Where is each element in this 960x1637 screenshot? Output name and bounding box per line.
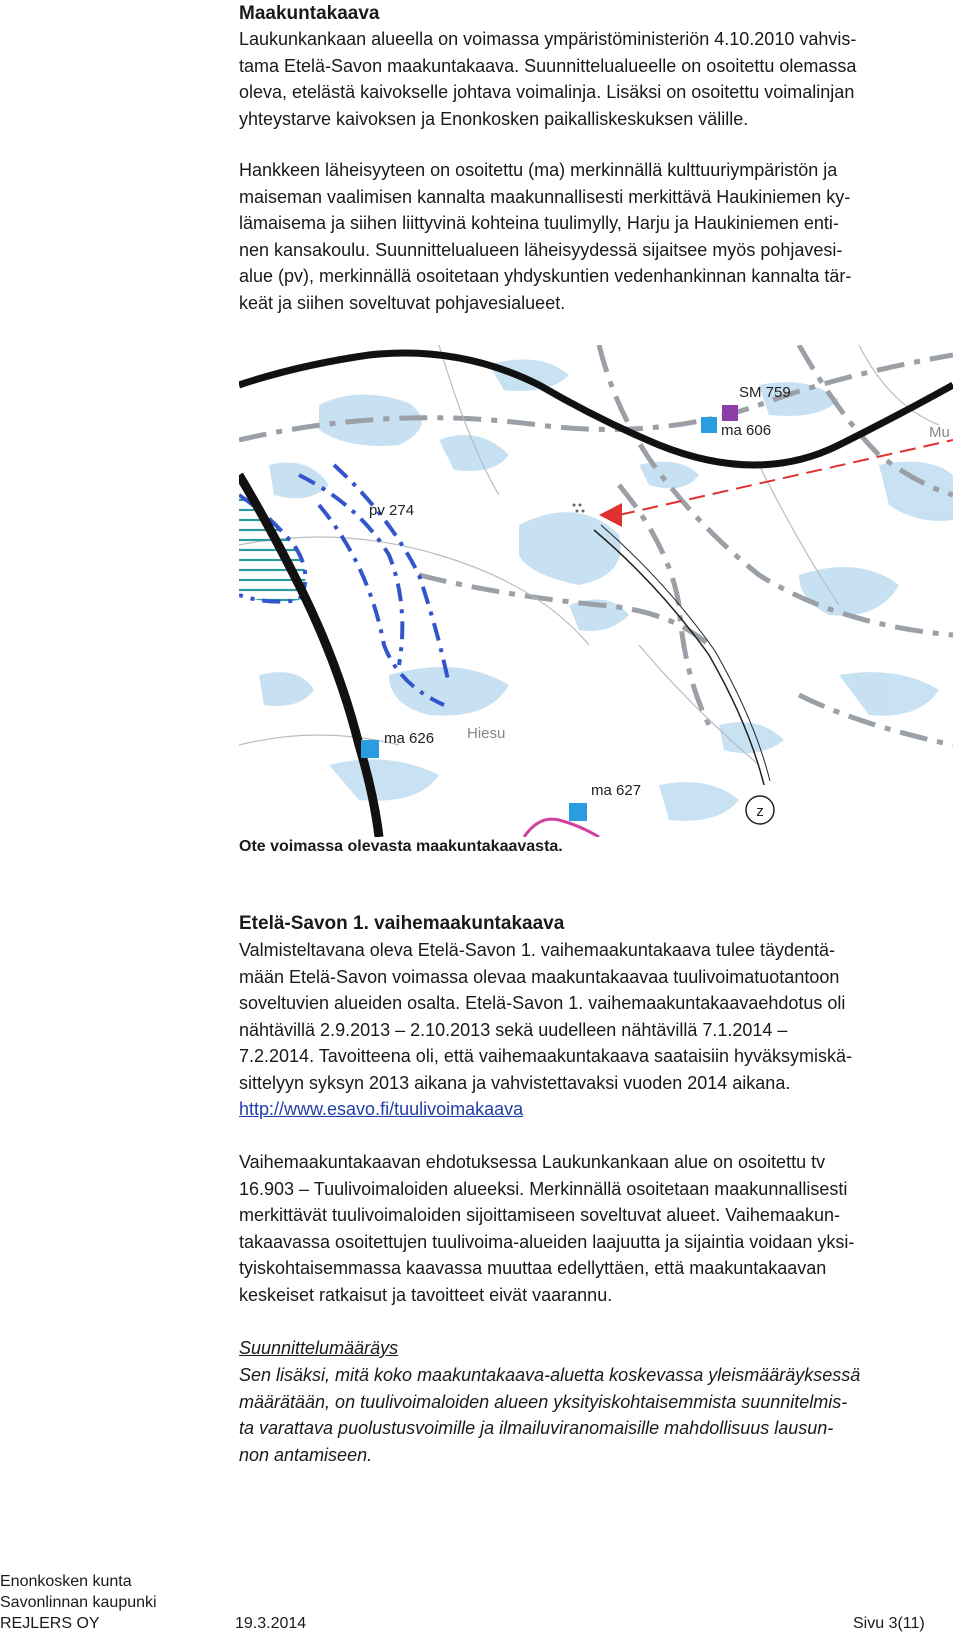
compass-icon — [746, 796, 774, 824]
ma606-marker — [701, 417, 717, 433]
ma627-marker — [569, 803, 587, 821]
link-tuulivoimakaava[interactable]: http://www.esavo.fi/tuulivoimakaava — [239, 1099, 524, 1119]
label-ma627: ma 627 — [591, 782, 642, 799]
footer-municipality: Enonkosken kunta — [0, 1573, 132, 1590]
paragraph-vaihemaakuntakaava: Valmisteltavana oleva Etelä-Savon 1. vaihemaakuntakaava tulee täydentä- mään Etelä-Savon voimassa olevaa maakuntakaavaa tuulivoimatuotantoon soveltuvien alueiden osalta. Etelä-Savon 1. vaihemaakuntakaavaehdotus oli nähtävillä 2.9.2013 – 2.10.2013 sekä uudelleen nähtävillä 7.1.2014 – 7.2.2014. Tavoitteena oli, että vaihemaakuntakaava saataisiin hyväksymiskä- sittelyyn syksyn 2013 aikana ja vahvistettavaksi vuoden 2014 aikana. — [239, 940, 853, 1093]
paragraph-tuulivoima-alue: Vaihemaakuntakaavan ehdotuksessa Laukunkankaan alue on osoitettu tv 16.903 – Tuulivoimaloiden alueeksi. Merkinnällä osoitetaan maakunnallisesti merkittävät tuulivoimaloiden sijoittamiseen soveltuvat alueet. Vaihemaakun- takaavassa osoitettujen tuulivoima-alueiden laajuutta ja sijaintia voidaan yksi- tyiskohtaisemmassa kaavassa muuttaa edellyttäen, että maakuntakaavan keskeiset ratkaisut ja tavoitteet eivät vaarannu. — [239, 1152, 855, 1305]
map-excerpt — [239, 345, 953, 837]
footer-company: REJLERS OY — [0, 1615, 100, 1632]
regional-plan-map — [239, 345, 953, 837]
label-ma606: ma 606 — [721, 422, 772, 439]
section-heading-maakuntakaava: Maakuntakaava — [239, 3, 380, 24]
section-heading-vaihemaakuntakaava: Etelä-Savon 1. vaihemaakuntakaava — [239, 913, 565, 934]
footer-page-number: Sivu 3(11) — [853, 1615, 925, 1632]
ma626-marker — [361, 740, 379, 758]
paragraph-suunnittelumaarays: Sen lisäksi, mitä koko maakuntakaava-aluetta koskevassa yleismääräyksessä määrätään, on tuulivoimaloiden alueen yksityiskohtaisemmista suunnitelmis- ta varattava puolustusvoimille ja ilmailuviranomaisille mahdollisuus lausun- non antamiseen. — [239, 1365, 861, 1465]
paragraph-maakuntakaava-intro: Laukunkankaan alueella on voimassa ympäristöministeriön 4.10.2010 vahvis- tama Etelä-Savon maakuntakaava. Suunnittelualueelle on osoitettu olemassa oleva, etelästä kaivokselle johtava voimalinja. Lisäksi on osoitettu voimalinjan yhteystarve kaivoksen ja Enonkosken paikalliskeskuksen välille. — [239, 29, 857, 129]
paragraph-ma-pv-markings: Hankkeen läheisyyteen on osoitettu (ma) merkinnällä kulttuuriympäristön ja maiseman vaalimisen kannalta maakunnallisesti merkittävä Haukiniemen ky- lämaisema ja siihen liittyvinä kohteina tuulimylly, Harju ja Haukiniemen enti- nen kansakoulu. Suunnittelualueen läheisyydessä sijaitsee myös pohjavesi- alue (pv), merkinnällä osoitetaan yhdyskuntien vedenhankinnan kannalta tär- keät ja siihen soveltuvat pohjavesialueet. — [239, 160, 852, 313]
label-pv274: pv 274 — [369, 502, 415, 519]
footer-city: Savonlinnan kaupunki — [0, 1594, 157, 1611]
sm759-marker — [722, 405, 738, 421]
label-mu: Mu — [929, 424, 950, 441]
compass-label: z — [756, 803, 764, 820]
label-hiesu: Hiesu — [467, 725, 506, 742]
label-ma626: ma 626 — [384, 730, 435, 747]
subheading-suunnittelumaarays: Suunnittelumääräys — [239, 1338, 399, 1358]
map-caption: Ote voimassa olevasta maakuntakaavasta. — [239, 838, 563, 855]
label-sm759: SM 759 — [739, 384, 791, 401]
footer-date: 19.3.2014 — [235, 1615, 307, 1632]
